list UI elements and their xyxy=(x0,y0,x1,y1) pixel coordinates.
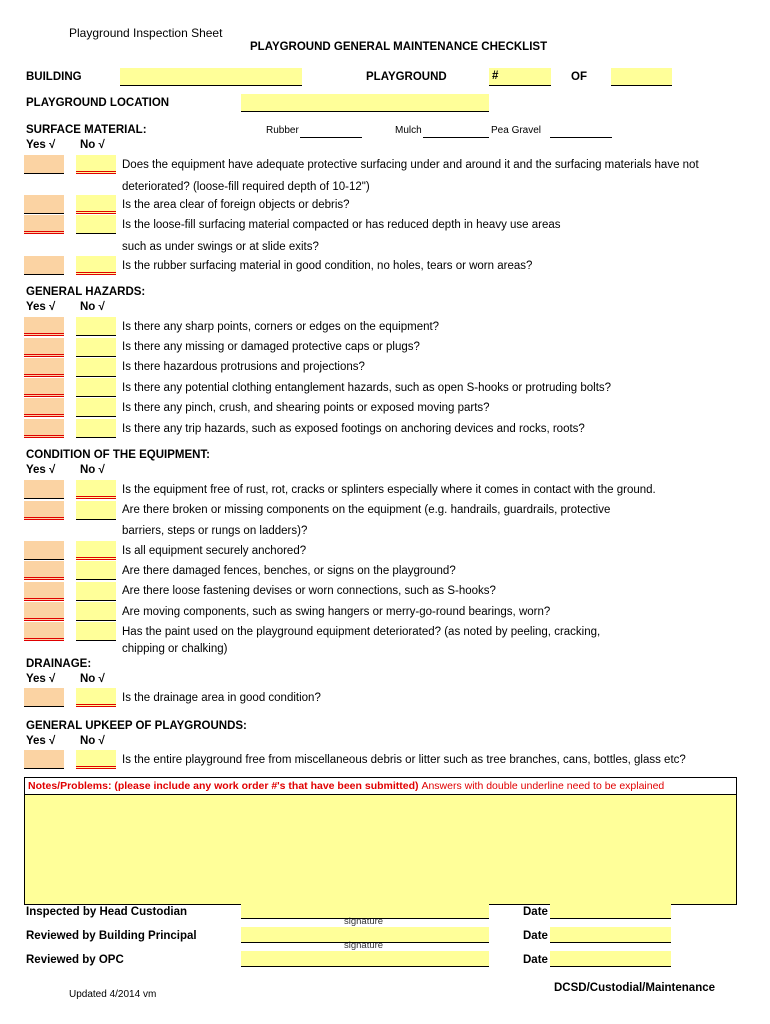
opc-label: Reviewed by OPC xyxy=(26,954,124,966)
rubber-field[interactable] xyxy=(300,121,362,138)
condition-q7-no[interactable] xyxy=(76,622,116,641)
surface-q2-yes[interactable] xyxy=(24,195,64,214)
hazards-q1-text: Is there any sharp points, corners or edges on the equipment? xyxy=(122,321,440,333)
drainage-q1-no[interactable] xyxy=(76,688,116,707)
hazards-q6-text: Is there any trip hazards, such as exposed footings on anchoring devices and rocks, roots? xyxy=(122,423,585,435)
condition-q4-no[interactable] xyxy=(76,561,116,580)
head-custodian-label: Inspected by Head Custodian xyxy=(26,906,188,918)
notes-label: Notes/Problems: (please include any work order #'s that have been submitted) xyxy=(28,780,419,792)
surface-q1-text-cont: deteriorated? (loose-fill required depth of 10-12") xyxy=(122,181,370,193)
surface-q1-no[interactable] xyxy=(76,155,116,174)
hazards-q5-no[interactable] xyxy=(76,398,116,417)
condition-q5-text: Are there loose fastening devises or worn connections, such as S-hooks? xyxy=(122,585,496,597)
condition-q2-text: Are there broken or missing components on the equipment (e.g. handrails, guardrails, protective xyxy=(122,504,611,516)
hazards-q3-text: Is there hazardous protrusions and projections? xyxy=(122,361,365,373)
upkeep-no-header: No √ xyxy=(80,735,105,747)
condition-q6-text: Are moving components, such as swing hangers or merry-go-round bearings, worn? xyxy=(122,606,551,618)
hash-label: # xyxy=(492,70,499,82)
surface-q3-no[interactable] xyxy=(76,215,116,234)
pea-gravel-field[interactable] xyxy=(550,121,612,138)
surface-title: SURFACE MATERIAL: xyxy=(26,124,147,136)
date-label-2: Date xyxy=(523,930,548,942)
condition-yes-header: Yes √ xyxy=(26,464,56,476)
page-title: PLAYGROUND GENERAL MAINTENANCE CHECKLIST xyxy=(250,41,548,53)
hazards-q5-text: Is there any pinch, crush, and shearing points or exposed moving parts? xyxy=(122,402,490,414)
condition-q3-no[interactable] xyxy=(76,541,116,560)
condition-q1-text: Is the equipment free of rust, rot, cracks or splinters especially where it comes in contact with the ground. xyxy=(122,484,656,496)
date-label-1: Date xyxy=(523,906,548,918)
drainage-q1-text: Is the drainage area in good condition? xyxy=(122,692,321,704)
sheet-title: Playground Inspection Sheet xyxy=(69,26,223,40)
hazards-q2-yes[interactable] xyxy=(24,338,64,357)
upkeep-q1-yes[interactable] xyxy=(24,750,64,769)
department-label: DCSD/Custodial/Maintenance xyxy=(554,982,716,994)
condition-no-header: No √ xyxy=(80,464,105,476)
drainage-no-header: No √ xyxy=(80,673,105,685)
condition-q5-no[interactable] xyxy=(76,582,116,601)
rubber-label: Rubber xyxy=(266,125,299,136)
surface-q3-yes[interactable] xyxy=(24,215,64,234)
upkeep-q1-text: Is the entire playground free from miscellaneous debris or litter such as tree branches, cans, bottles, glass etc? xyxy=(122,754,686,766)
signature-caption-2: signature xyxy=(344,940,384,951)
upkeep-q1-no[interactable] xyxy=(76,750,116,769)
hazards-q4-no[interactable] xyxy=(76,378,116,397)
drainage-title: DRAINAGE: xyxy=(26,658,92,670)
surface-q3-text-cont: such as under swings or at slide exits? xyxy=(122,241,319,253)
surface-q4-no[interactable] xyxy=(76,256,116,275)
condition-q6-no[interactable] xyxy=(76,602,116,621)
surface-q1-text: Does the equipment have adequate protective surfacing under and around it and the surfacing materials have not xyxy=(122,159,699,171)
hazards-q4-text: Is there any potential clothing entanglement hazards, such as open S-hooks or protruding bolts? xyxy=(122,382,612,394)
condition-q6-yes[interactable] xyxy=(24,602,64,621)
building-field[interactable] xyxy=(120,68,302,86)
condition-title: CONDITION OF THE EQUIPMENT: xyxy=(26,449,210,461)
hazards-q6-no[interactable] xyxy=(76,419,116,438)
hazards-q3-yes[interactable] xyxy=(24,358,64,377)
playground-label: PLAYGROUND xyxy=(366,71,447,83)
condition-q2-text-cont: barriers, steps or rungs on ladders)? xyxy=(122,525,308,537)
condition-q7-yes[interactable] xyxy=(24,622,64,641)
hazards-title: GENERAL HAZARDS: xyxy=(26,286,146,298)
surface-no-header: No √ xyxy=(80,139,105,151)
condition-q4-yes[interactable] xyxy=(24,561,64,580)
surface-q2-text: Is the area clear of foreign objects or debris? xyxy=(122,199,350,211)
date-label-3: Date xyxy=(523,954,548,966)
hazards-q1-no[interactable] xyxy=(76,317,116,336)
location-field[interactable] xyxy=(241,94,489,112)
date-field-1[interactable] xyxy=(550,903,671,919)
hazards-yes-header: Yes √ xyxy=(26,301,56,313)
condition-q3-text: Is all equipment securely anchored? xyxy=(122,545,307,557)
condition-q1-yes[interactable] xyxy=(24,480,64,499)
notes-header-row xyxy=(24,777,737,794)
condition-q7-text-cont: chipping or chalking) xyxy=(122,643,228,655)
notes-hint: Answers with double underline need to be explained xyxy=(421,780,665,792)
hazards-q4-yes[interactable] xyxy=(24,378,64,397)
hazards-q2-no[interactable] xyxy=(76,338,116,357)
drainage-q1-yes[interactable] xyxy=(24,688,64,707)
upkeep-title: GENERAL UPKEEP OF PLAYGROUNDS: xyxy=(26,720,247,732)
playground-number-field[interactable] xyxy=(489,68,551,86)
condition-q2-no[interactable] xyxy=(76,501,116,520)
surface-q3-text: Is the loose-fill surfacing material compacted or has reduced depth in heavy use areas xyxy=(122,219,561,231)
hazards-q5-yes[interactable] xyxy=(24,398,64,417)
upkeep-yes-header: Yes √ xyxy=(26,735,56,747)
hazards-q2-text: Is there any missing or damaged protective caps or plugs? xyxy=(122,341,420,353)
of-field[interactable] xyxy=(611,68,672,86)
location-label: PLAYGROUND LOCATION xyxy=(26,97,170,109)
hazards-q3-no[interactable] xyxy=(76,358,116,377)
notes-textarea[interactable] xyxy=(24,794,737,905)
hazards-q1-yes[interactable] xyxy=(24,317,64,336)
hazards-q6-yes[interactable] xyxy=(24,419,64,438)
condition-q7-text: Has the paint used on the playground equipment deteriorated? (as noted by peeling, cracking, xyxy=(122,626,601,638)
date-field-3[interactable] xyxy=(550,951,671,967)
condition-q5-yes[interactable] xyxy=(24,582,64,601)
hazards-no-header: No √ xyxy=(80,301,105,313)
building-label: BUILDING xyxy=(26,71,82,83)
of-label: OF xyxy=(571,71,587,83)
signature-caption-1: signature xyxy=(344,916,384,927)
surface-q4-text: Is the rubber surfacing material in good condition, no holes, tears or worn areas? xyxy=(122,260,533,272)
condition-q4-text: Are there damaged fences, benches, or signs on the playground? xyxy=(122,565,456,577)
surface-q4-yes[interactable] xyxy=(24,256,64,275)
mulch-field[interactable] xyxy=(423,121,489,138)
surface-q2-no[interactable] xyxy=(76,195,116,214)
date-field-2[interactable] xyxy=(550,927,671,943)
opc-signature-field[interactable] xyxy=(241,951,489,967)
surface-q1-yes[interactable] xyxy=(24,155,64,174)
condition-q2-yes[interactable] xyxy=(24,501,64,520)
drainage-yes-header: Yes √ xyxy=(26,673,56,685)
surface-yes-header: Yes √ xyxy=(26,139,56,151)
pea-gravel-label: Pea Gravel xyxy=(491,125,542,136)
mulch-label: Mulch xyxy=(395,125,422,136)
principal-label: Reviewed by Building Principal xyxy=(26,930,197,942)
condition-q3-yes[interactable] xyxy=(24,541,64,560)
condition-q1-no[interactable] xyxy=(76,480,116,499)
updated-note: Updated 4/2014 vm xyxy=(69,989,157,1000)
